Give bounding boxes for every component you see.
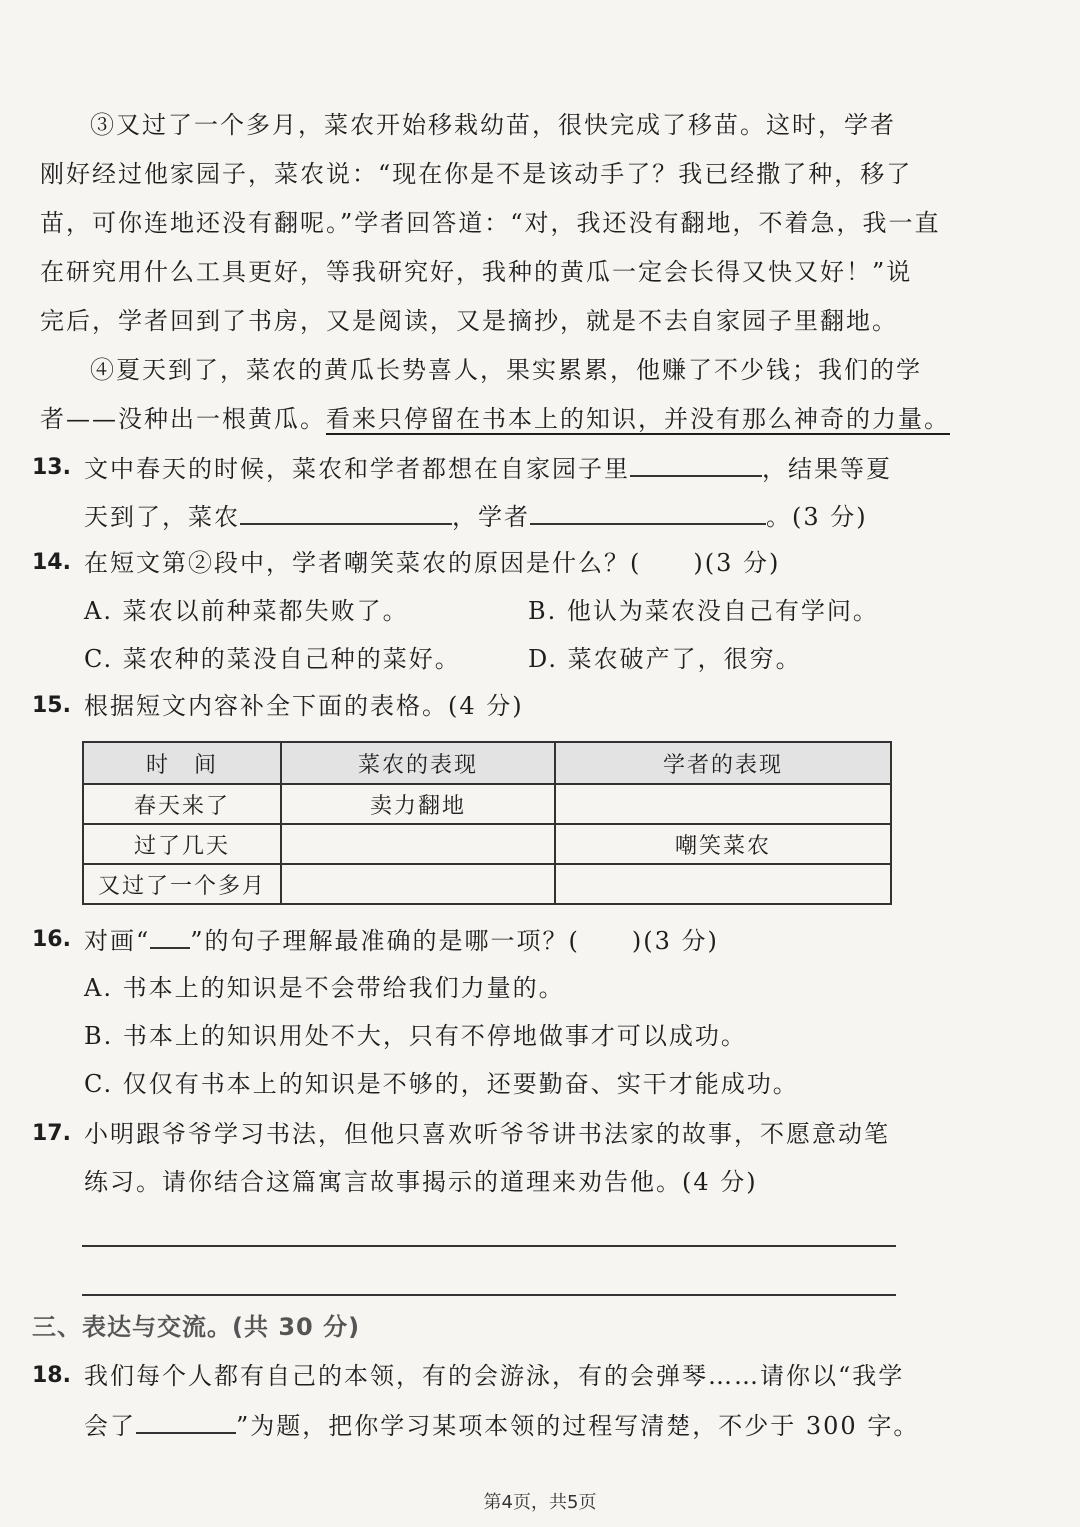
q16-option-a[interactable]: A. 书本上的知识是不会带给我们力量的。 xyxy=(84,974,565,1002)
table-header-row xyxy=(83,742,891,784)
q13-text-b: ，结果等夏 xyxy=(762,455,892,483)
q14-number: 14. xyxy=(32,550,71,575)
q16-option-c[interactable]: C. 仅仅有书本上的知识是不够的，还要勤奋、实干才能成功。 xyxy=(84,1070,799,1098)
q15-table xyxy=(82,741,892,905)
passage-p3-line1: ③又过了一个多月，菜农开始移栽幼苗，很快完成了移苗。这时，学者 xyxy=(90,111,896,139)
table-cell-blank[interactable] xyxy=(281,824,555,864)
q18-line2 xyxy=(84,1408,920,1443)
q13-text-e: 。(3 分) xyxy=(766,503,868,531)
q13-number: 13. xyxy=(32,455,71,480)
q13-text-d: ，学者 xyxy=(452,503,530,531)
table-row xyxy=(83,864,891,904)
q17-line1: 小明跟爷爷学习书法，但他只喜欢听爷爷讲书法家的故事，不愿意动笔 xyxy=(84,1120,890,1148)
q15-stem: 根据短文内容补全下面的表格。(4 分) xyxy=(84,692,524,720)
passage-p3-line3: 苗，可你连地还没有翻呢。”学者回答道：“对，我还没有翻地，不着急，我一直 xyxy=(40,209,941,237)
table-cell-blank[interactable] xyxy=(555,784,891,824)
passage-p4-line2 xyxy=(40,402,950,436)
q16-stem xyxy=(84,923,904,958)
table-row xyxy=(83,784,891,824)
q13-blank-1[interactable] xyxy=(630,451,762,477)
q13-line1 xyxy=(84,451,904,486)
q18-title-blank[interactable] xyxy=(136,1408,236,1434)
q13-line2 xyxy=(84,499,904,534)
table-cell-blank[interactable] xyxy=(281,864,555,904)
q18-text-b: ”为题，把你学习某项本领的过程写清楚，不少于 300 字。 xyxy=(236,1412,920,1440)
table-row xyxy=(83,824,891,864)
q17-line2: 练习。请你结合这篇寓言故事揭示的道理来劝告他。(4 分) xyxy=(84,1168,758,1196)
q14-option-d[interactable]: D. 菜农破产了，很穷。 xyxy=(528,645,802,673)
page-number: 第4页，共5页 xyxy=(483,1492,597,1513)
q16-text-a: 对画“ xyxy=(84,927,151,955)
q16-underline-mark xyxy=(150,923,190,949)
q17-answer-line-2[interactable] xyxy=(82,1294,896,1296)
passage-p3-line4: 在研究用什么工具更好，等我研究好，我种的黄瓜一定会长得又快又好！”说 xyxy=(40,258,913,286)
table-cell: 嘲笑菜农 xyxy=(555,824,891,864)
header-scholar: 学者的表现 xyxy=(555,742,891,784)
passage-p4-plain: 者——没种出一根黄瓜。 xyxy=(40,405,326,433)
q14-option-a[interactable]: A. 菜农以前种菜都失败了。 xyxy=(84,597,409,625)
q13-text-a: 文中春天的时候，菜农和学者都想在自家园子里 xyxy=(84,455,630,483)
q17-number: 17. xyxy=(32,1121,71,1146)
q14-option-b[interactable]: B. 他认为菜农没自己有学问。 xyxy=(528,597,879,625)
q18-number: 18. xyxy=(32,1363,71,1388)
q16-option-b[interactable]: B. 书本上的知识用处不大，只有不停地做事才可以成功。 xyxy=(84,1022,747,1050)
table-cell: 过了几天 xyxy=(83,824,281,864)
table-cell: 卖力翻地 xyxy=(281,784,555,824)
q16-text-b: ”的句子理解最准确的是哪一项？( )(3 分) xyxy=(190,927,719,955)
q18-line1: 我们每个人都有自己的本领，有的会游泳，有的会弹琴……请你以“我学 xyxy=(84,1362,905,1390)
q14-option-c[interactable]: C. 菜农种的菜没自己种的菜好。 xyxy=(84,645,461,673)
q15-number: 15. xyxy=(32,693,71,718)
q18-text-a: 会了 xyxy=(84,1412,136,1440)
header-farmer: 菜农的表现 xyxy=(281,742,555,784)
q17-answer-line-1[interactable] xyxy=(82,1245,896,1247)
underlined-sentence: 看来只停留在书本上的知识，并没有那么神奇的力量。 xyxy=(326,405,950,433)
q13-blank-3[interactable] xyxy=(530,499,766,525)
table-cell: 又过了一个多月 xyxy=(83,864,281,904)
q14-stem: 在短文第②段中，学者嘲笑菜农的原因是什么？( )(3 分) xyxy=(84,549,781,577)
q13-text-c: 天到了，菜农 xyxy=(84,503,240,531)
q16-number: 16. xyxy=(32,927,71,952)
passage-p3-line2: 刚好经过他家园子，菜农说：“现在你是不是该动手了？我已经撒了种，移了 xyxy=(40,160,913,188)
header-time: 时 间 xyxy=(83,742,281,784)
section-three-heading: 三、表达与交流。(共 30 分) xyxy=(32,1313,361,1341)
q13-blank-2[interactable] xyxy=(240,499,452,525)
passage-p4-line1: ④夏天到了，菜农的黄瓜长势喜人，果实累累，他赚了不少钱；我们的学 xyxy=(90,356,922,384)
passage-p3-line5: 完后，学者回到了书房，又是阅读，又是摘抄，就是不去自家园子里翻地。 xyxy=(40,307,898,335)
table-cell-blank[interactable] xyxy=(555,864,891,904)
table-cell: 春天来了 xyxy=(83,784,281,824)
